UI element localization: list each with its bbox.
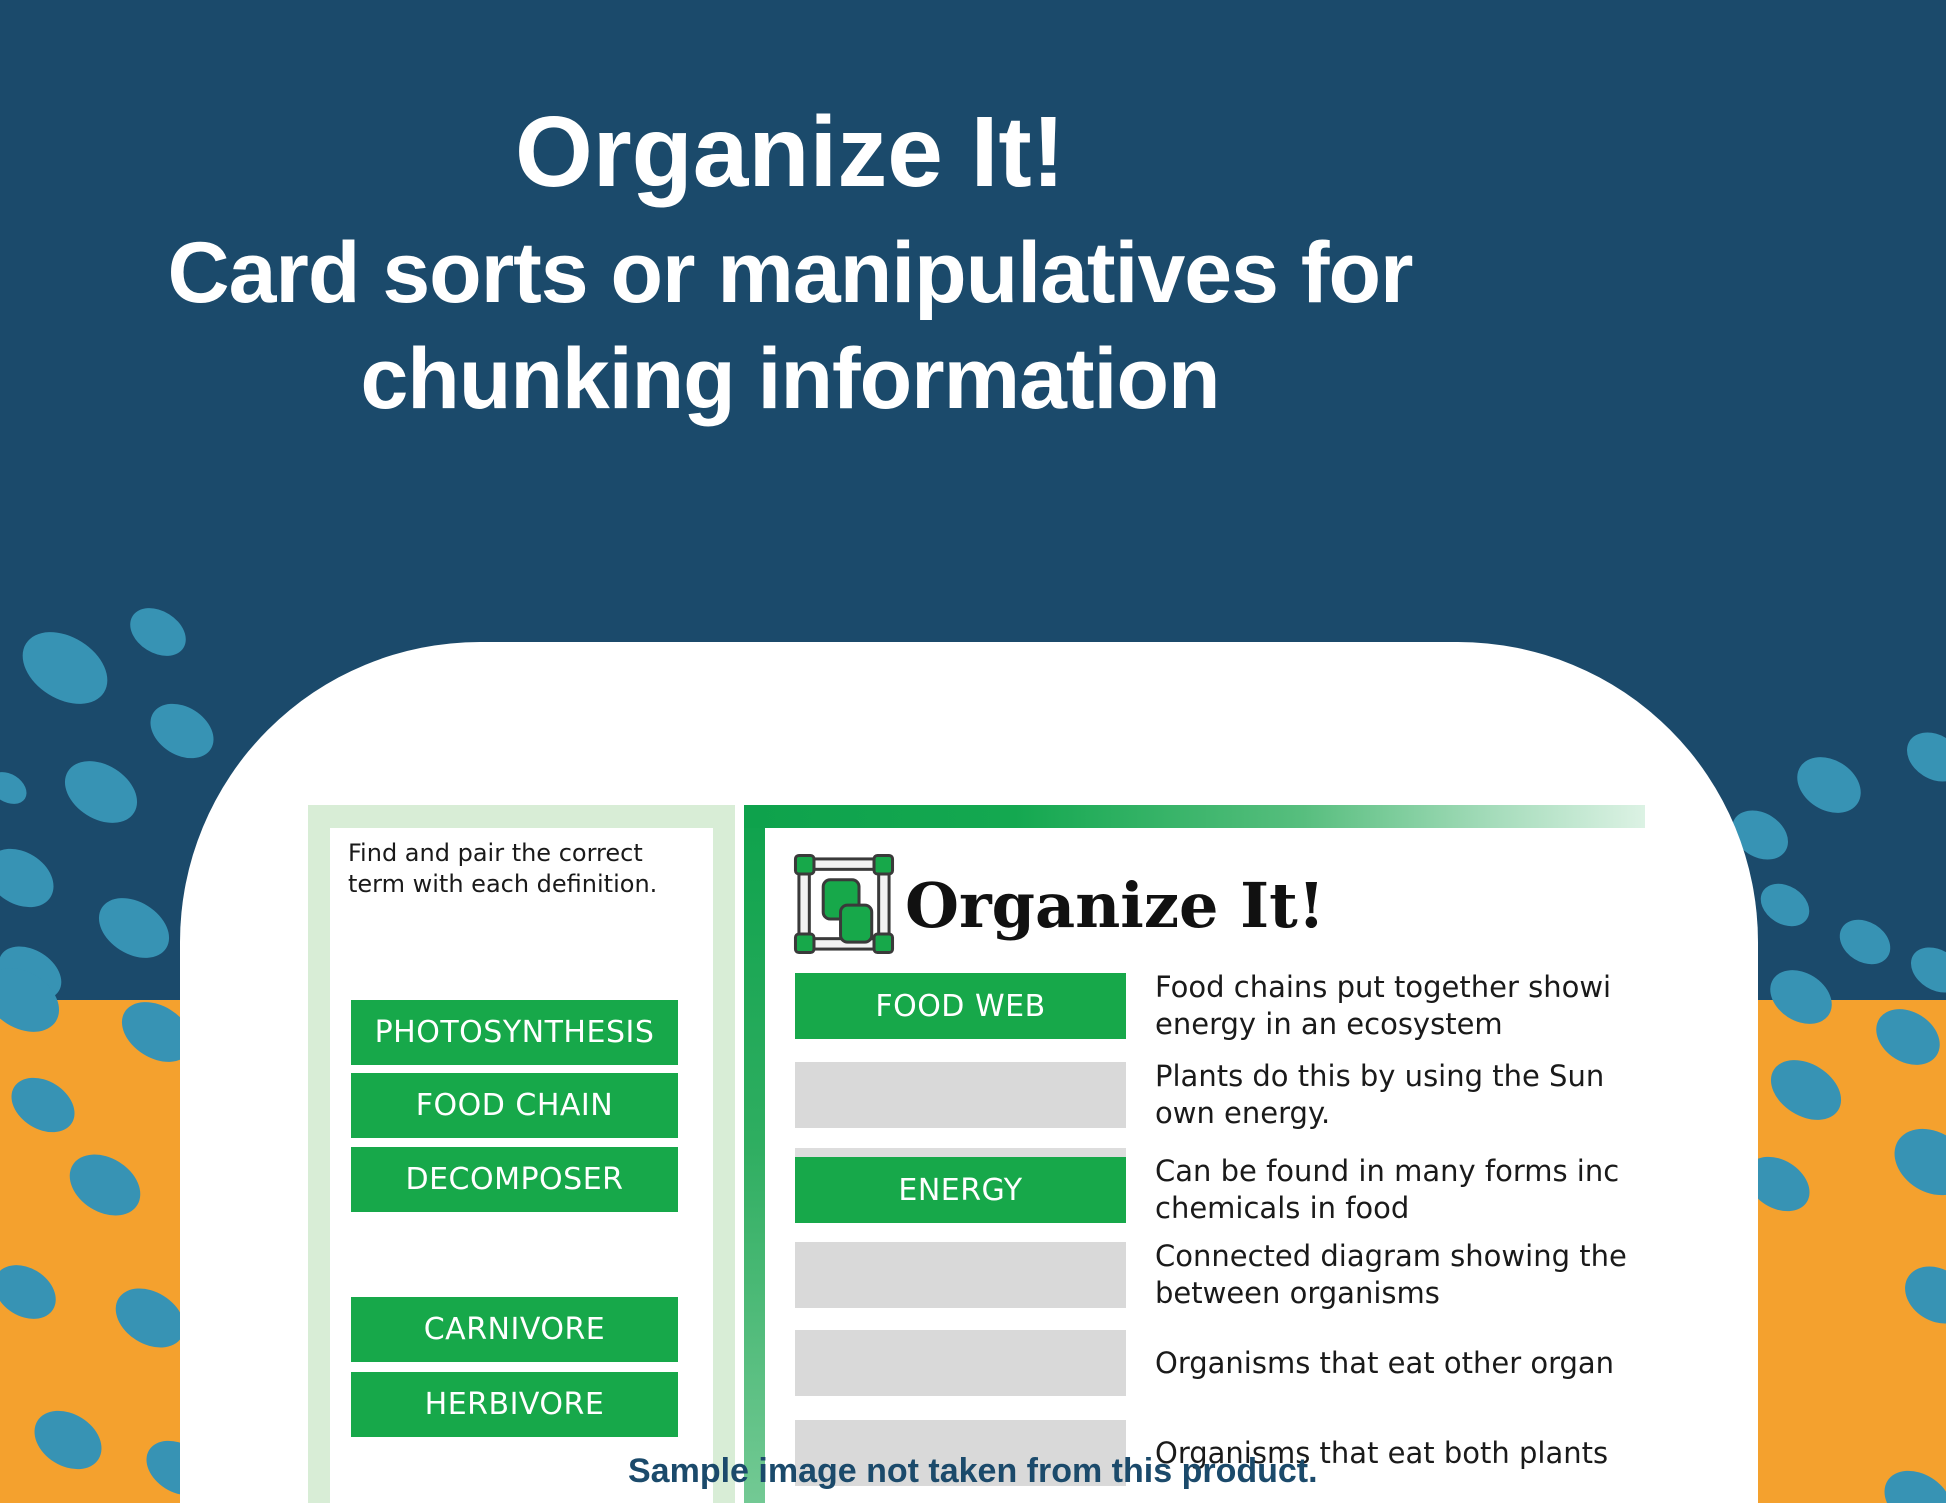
term-bank-inner: [330, 828, 713, 1503]
definition-4-line2: between organisms: [1155, 1276, 1440, 1310]
page-subtitle-line2: chunking information: [360, 331, 1220, 427]
definition-2-line1: Plants do this by using the Sun: [1155, 1059, 1605, 1093]
term-card-food-chain[interactable]: FOOD CHAIN: [351, 1073, 678, 1138]
definition-text-3: [1155, 1153, 1645, 1227]
definition-6-line1: Organisms that eat both plants: [1155, 1436, 1609, 1470]
page-subtitle-line1: Card sorts or manipulatives for: [167, 225, 1413, 321]
definitions-panel: [744, 805, 1645, 1503]
answer-slot-empty-3[interactable]: [795, 1330, 1126, 1396]
worksheet-title: Organize It!: [905, 869, 1325, 942]
instruction-text: [348, 838, 698, 900]
sample-disclaimer: Sample image not taken from this product.: [628, 1452, 1318, 1490]
answer-slot-empty-2[interactable]: [795, 1242, 1126, 1308]
definition-3-line1: Can be found in many forms inc: [1155, 1154, 1620, 1188]
term-card-photosynthesis[interactable]: PHOTOSYNTHESIS: [351, 1000, 678, 1065]
definition-text-2: [1155, 1058, 1645, 1132]
panel-left-border: [744, 805, 765, 1503]
sample-card: [180, 642, 1758, 1503]
term-card-herbivore[interactable]: HERBIVORE: [351, 1372, 678, 1437]
answer-slot-food-web[interactable]: FOOD WEB: [795, 973, 1126, 1039]
page-title: Organize It!: [514, 96, 1066, 208]
definition-5-line1: Organisms that eat other organ: [1155, 1346, 1615, 1380]
definition-text-5: [1155, 1345, 1645, 1382]
definition-1-line1: Food chains put together showi: [1155, 970, 1612, 1004]
definition-text-1: [1155, 969, 1645, 1043]
term-card-decomposer[interactable]: DECOMPOSER: [351, 1147, 678, 1212]
object-group-icon: [792, 852, 896, 956]
definition-4-line1: Connected diagram showing the: [1155, 1239, 1627, 1273]
instruction-line2: term with each definition.: [348, 870, 658, 898]
term-card-carnivore[interactable]: CARNIVORE: [351, 1297, 678, 1362]
definition-text-4: [1155, 1238, 1645, 1312]
definition-1-line2: energy in an ecosystem: [1155, 1007, 1503, 1041]
panel-top-border: [744, 805, 1645, 828]
definition-2-line2: own energy.: [1155, 1096, 1331, 1130]
term-bank-panel: [308, 805, 735, 1503]
answer-slot-empty-1[interactable]: [795, 1062, 1126, 1128]
answer-slot-energy[interactable]: ENERGY: [795, 1157, 1126, 1223]
definition-3-line2: chemicals in food: [1155, 1191, 1410, 1225]
instruction-line1: Find and pair the correct: [348, 839, 643, 867]
